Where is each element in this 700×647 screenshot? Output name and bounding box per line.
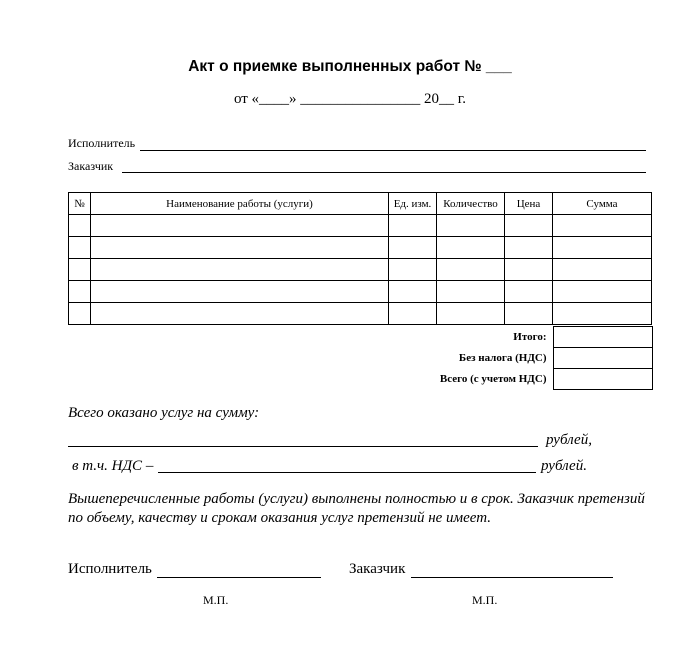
- document-date-line: от «____» ________________ 20__ г.: [233, 91, 467, 107]
- header-cell: Ед. изм.: [389, 193, 437, 215]
- table-cell[interactable]: [91, 237, 389, 259]
- executor-stamp-label: М.П.: [203, 593, 229, 607]
- total-services-label: Всего оказано услуг на сумму:: [68, 405, 260, 421]
- vat-rubles-label: рублей.: [541, 458, 587, 474]
- customer-signature-label: Заказчик: [349, 561, 406, 577]
- vat-label: в т.ч. НДС –: [72, 458, 154, 474]
- executor-signature-label: Исполнитель: [68, 561, 152, 577]
- table-cell[interactable]: [389, 215, 437, 237]
- executor-line: [140, 150, 646, 151]
- table-cell[interactable]: [553, 215, 652, 237]
- executor-signature-line: [157, 577, 321, 578]
- table-cell[interactable]: [91, 303, 389, 325]
- table-cell[interactable]: [437, 237, 505, 259]
- no-vat-label: Без налога (НДС): [458, 352, 547, 364]
- table-cell[interactable]: [553, 237, 652, 259]
- total-value-cell[interactable]: [553, 327, 652, 348]
- rubles-label: рублей,: [546, 432, 592, 448]
- amount-line: [68, 446, 538, 447]
- customer-stamp-label: М.П.: [472, 593, 498, 607]
- table-cell[interactable]: [91, 215, 389, 237]
- table-cell[interactable]: [437, 215, 505, 237]
- totals-table: [352, 326, 653, 390]
- table-cell[interactable]: [91, 259, 389, 281]
- table-cell[interactable]: [91, 281, 389, 303]
- document-title: Акт о приемке выполненных работ № ___: [188, 58, 512, 75]
- table-cell[interactable]: [437, 259, 505, 281]
- table-row: [69, 259, 652, 281]
- table-cell[interactable]: [69, 259, 91, 281]
- header-cell: Наименование работы (услуги): [91, 193, 389, 215]
- table-row: [69, 215, 652, 237]
- table-cell[interactable]: [389, 237, 437, 259]
- table-cell[interactable]: [553, 303, 652, 325]
- works-table: [68, 192, 652, 325]
- executor-label: Исполнитель: [68, 136, 136, 150]
- table-row: [69, 281, 652, 303]
- table-cell[interactable]: [437, 303, 505, 325]
- total-label: Итого:: [513, 331, 547, 343]
- header-cell: Сумма: [553, 193, 652, 215]
- customer-signature-line: [411, 577, 613, 578]
- table-cell[interactable]: [389, 281, 437, 303]
- header-cell: Количество: [437, 193, 505, 215]
- table-cell[interactable]: [69, 215, 91, 237]
- customer-label: Заказчик: [68, 159, 114, 173]
- table-cell[interactable]: [389, 303, 437, 325]
- table-cell[interactable]: [553, 259, 652, 281]
- table-cell[interactable]: [505, 215, 553, 237]
- no-vat-value-cell[interactable]: [553, 348, 652, 369]
- with-vat-value-cell[interactable]: [553, 369, 652, 390]
- table-cell[interactable]: [437, 281, 505, 303]
- customer-line: [122, 172, 646, 173]
- with-vat-label: Всего (с учетом НДС): [439, 373, 547, 385]
- statement-line-2: по объему, качеству и срокам оказания услуг претензий не имеет.: [68, 510, 491, 526]
- table-cell[interactable]: [389, 259, 437, 281]
- table-cell[interactable]: [505, 237, 553, 259]
- table-row: [69, 237, 652, 259]
- header-cell: №: [69, 193, 91, 215]
- table-header-row: [69, 193, 652, 215]
- table-cell[interactable]: [505, 303, 553, 325]
- table-cell[interactable]: [69, 303, 91, 325]
- table-cell[interactable]: [505, 259, 553, 281]
- table-row: [69, 303, 652, 325]
- table-cell[interactable]: [505, 281, 553, 303]
- table-cell[interactable]: [69, 281, 91, 303]
- vat-amount-line: [158, 472, 536, 473]
- table-cell[interactable]: [69, 237, 91, 259]
- statement-line-1: Вышеперечисленные работы (услуги) выполнены полностью и в срок. Заказчик претензий: [68, 491, 645, 507]
- table-cell[interactable]: [553, 281, 652, 303]
- header-cell: Цена: [505, 193, 553, 215]
